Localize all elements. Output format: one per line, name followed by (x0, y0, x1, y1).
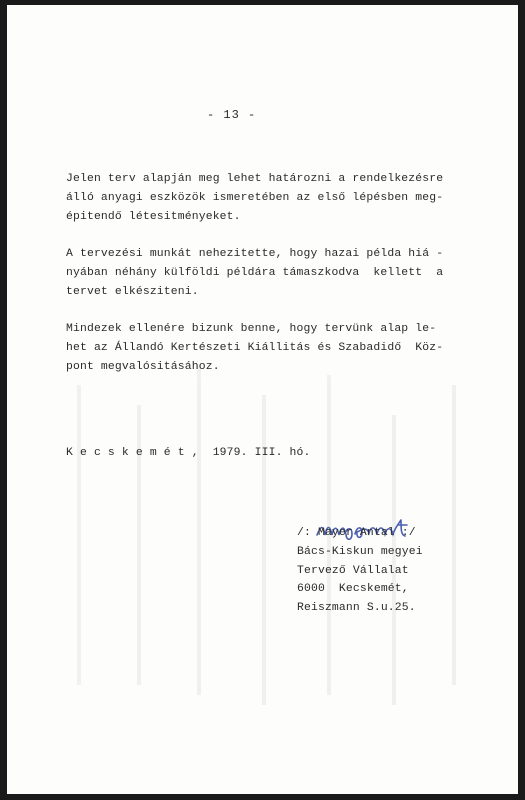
place-date-line: K e c s k e m é t , 1979. III. hó. (66, 447, 311, 459)
paragraph-line: A tervezési munkát nehezitette, hogy hazai példa hiá - (66, 248, 444, 260)
page-number: - 13 - (207, 108, 257, 122)
paragraph-line: tervet elkésziteni. (66, 286, 199, 299)
address-line: 6000 Kecskemét, (297, 583, 409, 595)
paragraph-line: Jelen terv alapján meg lehet határozni a rendelkezésre (66, 173, 444, 185)
signer-name: /: Mayer Antal :/ (297, 527, 416, 539)
paragraph-2 (66, 245, 443, 303)
paragraph-line: pont megvalósitásához. (66, 361, 220, 374)
address-line: Bács-Kiskun megyei (297, 546, 423, 558)
paragraph-line: het az Állandó Kertészeti Kiállitás és Szabadidő Köz- (66, 342, 444, 355)
paragraph-3 (66, 320, 443, 378)
paragraph-line: Mindezek ellenére bizunk benne, hogy tervünk alap le- (66, 323, 437, 335)
paragraph-1 (66, 170, 443, 228)
document-page (7, 5, 518, 794)
paragraph-line: épitendő létesitményeket. (66, 211, 241, 224)
paragraph-line: nyában néhány külföldi példára támaszkodva kellett a (66, 267, 444, 280)
address-line: Reiszmann S.u.25. (297, 601, 416, 614)
address-block (297, 543, 423, 617)
paragraph-line: álló anyagi eszközök ismeretében az első lépésben meg- (66, 192, 444, 205)
address-line: Tervező Vállalat (297, 564, 409, 577)
